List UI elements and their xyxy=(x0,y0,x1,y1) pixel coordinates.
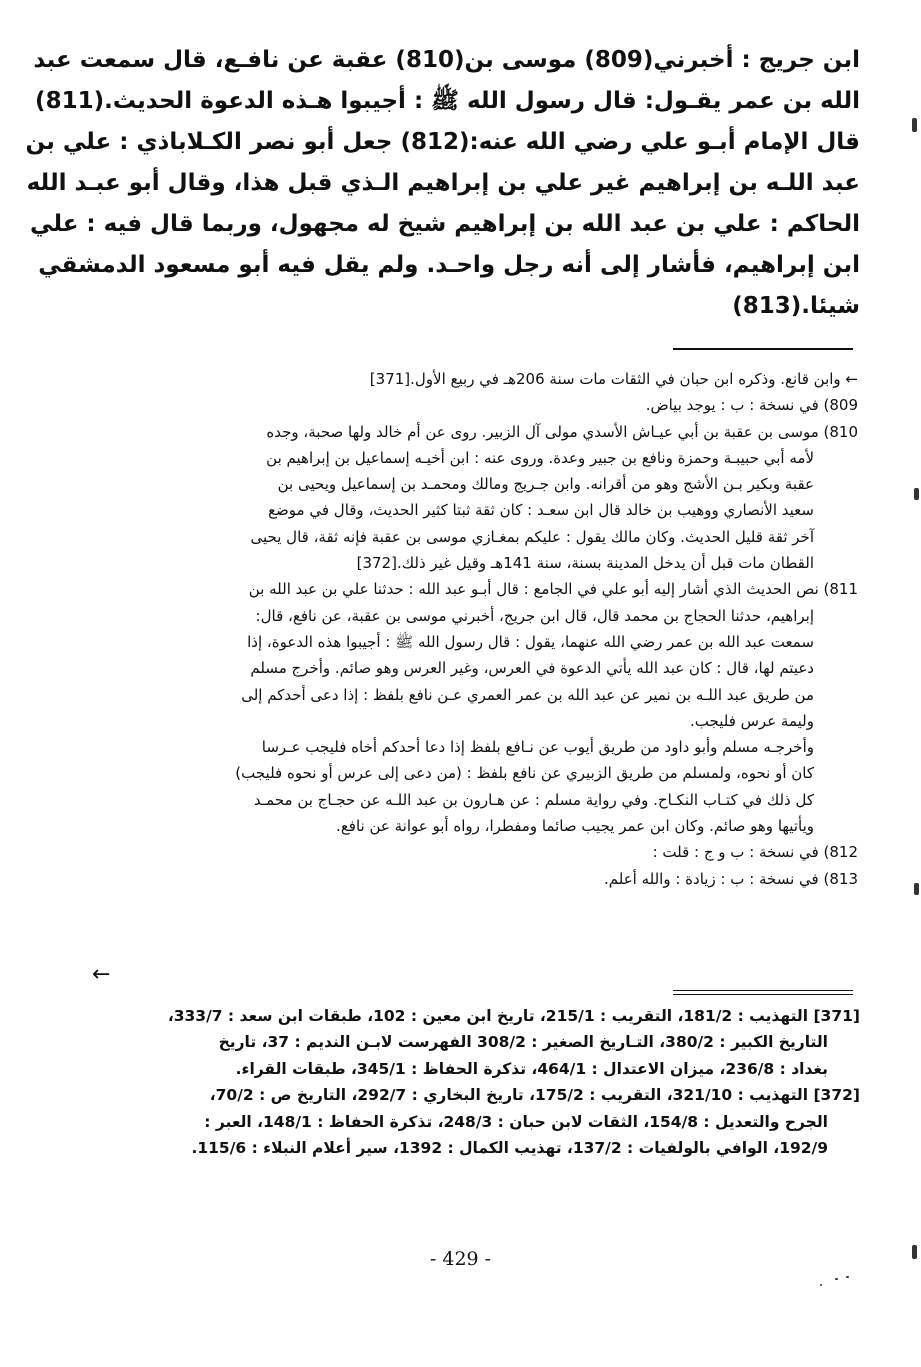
footnote-line: دعيتم لها، قال : كان عبد الله يأتي الدعوة في العرس، وغير العرس وهو صائم. وأخرج مسلم xyxy=(250,659,814,678)
footnote-divider xyxy=(673,348,853,350)
main-text xyxy=(25,40,860,327)
footnote-813 xyxy=(88,866,858,892)
scan-speck xyxy=(846,1276,849,1278)
footnote-line: 809) في نسخة : ب : يوجد بياض. xyxy=(645,396,858,415)
scan-speck xyxy=(835,1278,838,1280)
main-line: قال الإمام أبـو علي رضي الله عنه:(812) جعل أبو نصر الكـلاباذي : علي بن xyxy=(25,129,860,155)
footnote-line: آخر ثقة قليل الحديث. وكان مالك يقول : عليكم بمغـازي موسى بن عقبة فإنه ثقة، قال يحيى xyxy=(250,527,814,546)
reference-line: [371] التهذيب : 181/2، التقريب : 215/1، تاريخ ابن معين : 102، طبقات ابن سعد : 333/7، xyxy=(167,1007,860,1025)
continuation-arrow-icon: ← xyxy=(92,962,111,987)
footnote-line: 811) نص الحديث الذي أشار إليه أبو علي في الجامع : قال أبـو عبد الله : حدثنا علي بن عبد الله بن xyxy=(248,580,858,599)
footnote-line: 813) في نسخة : ب : زيادة : والله أعلم. xyxy=(604,869,858,888)
footnote-line: القطان مات قبل أن يدخل المدينة بسنة، سنة 141هـ وقيل غير ذلك.[372] xyxy=(356,554,814,573)
footnote-line: عقبة وبكير بـن الأشج وهو من أقرانه. وابن جـريج ومالك ومحمـد بن إسماعيل ويحيى بن xyxy=(277,475,814,494)
scan-speck xyxy=(912,118,917,132)
footnote-continuation xyxy=(88,366,858,392)
footnote-line: لأمه أبي حبيبـة وحمزة ونافع بن جبير وعدة. وروى عنه : ابن أخيـه إسماعيل بن إبراهيم بن xyxy=(266,448,814,467)
footnote-809 xyxy=(88,392,858,418)
footnote-811 xyxy=(88,576,858,839)
footnote-line: كان أو نحوه، ولمسلم من طريق الزبيري عن نافع بلفظ : (من دعى إلى عرس أو نحوه فليجب) xyxy=(235,764,814,783)
footnote-line: 812) في نسخة : ب و ج : قلت : xyxy=(652,843,858,862)
footnote-line: ← وابن قانع. وذكره ابن حبان في الثقات مات سنة 206هـ في ربيع الأول.[371] xyxy=(369,370,858,388)
footnote-line: وليمة عرس فليجب. xyxy=(690,711,814,730)
footnote-line: إبراهيم، حدثنا الحجاج بن محمد قال، قال ابن جريج، أخبرني موسى بن عقبة، عن نافع، قال: xyxy=(255,606,814,625)
footnote-line: ويأتيها وهو صائم. وكان ابن عمر يجيب صائما ومفطرا، رواه أبو عوانة عن نافع. xyxy=(336,817,814,836)
scan-speck xyxy=(914,883,919,895)
footnote-line: 810) موسى بن عقبة بن أبي عيـاش الأسدي مولى آل الزبير. روى عن أم خالد ولها صحبة، وجده xyxy=(266,422,858,441)
main-line: ابن إبراهيم، فأشار إلى أنه رجل واحـد. ولم يقل فيه أبو مسعود الدمشقي xyxy=(38,252,860,278)
reference-line: بغداد : 236/8، ميزان الاعتدال : 464/1، تذكرة الحفاظ : 345/1، طبقات القراء. xyxy=(235,1059,828,1078)
footnotes xyxy=(88,366,858,892)
reference-372 xyxy=(100,1082,860,1161)
main-line: الحاكم : علي بن عبد الله بن إبراهيم شيخ له مجهول، وربما قال فيه : علي xyxy=(30,211,860,237)
scan-speck xyxy=(912,1245,917,1259)
footnote-line: وأخرجـه مسلم وأبو داود من طريق أيوب عن نـافع بلفظ إذا دعا أحدكم أخاه فليجب عـرسا xyxy=(261,738,814,757)
references-divider xyxy=(673,990,853,995)
reference-line: [372] التهذيب : 321/10، التقريب : 175/2، تاريخ البخاري : 292/7، التاريخ ص : 70/2، xyxy=(209,1086,860,1105)
footnote-line: سمعت عبد الله بن عمر رضي الله عنهما، يقول : قال رسول الله ﷺ : أجيبوا هذه الدعوة، إذا xyxy=(247,632,814,651)
reference-371 xyxy=(100,1003,860,1082)
footnote-line: سعيد الأنصاري ووهيب بن خالد قال ابن سعـد : كان ثقة ثبتا كثير الحديث، وقال في موضع xyxy=(268,501,814,520)
reference-line: التاريخ الكبير : 380/2، التـاريخ الصغير : 308/2 الفهرست لابـن النديم : 37، تاريخ xyxy=(218,1033,828,1052)
footnote-812 xyxy=(88,839,858,865)
footnote-line: كل ذلك في كتـاب النكـاح. وفي رواية مسلم : عن هـارون بن عبد اللـه عن حجـاج بن محمـد xyxy=(253,790,814,809)
footnote-line: من طريق عبد اللـه بن نمير عن عبد الله بن عمر العمري عـن نافع بلفظ : إذا دعى أحدكم إلى xyxy=(241,685,814,704)
main-line: عبد اللـه بن إبراهيم غير علي بن إبراهيم الـذي قبل هذا، وقال أبو عبـد الله xyxy=(26,170,860,196)
main-line: شيئا.(813) xyxy=(732,293,860,319)
reference-line: الجرح والتعديل : 154/8، الثقات لابن حبان : 248/3، تذكرة الحفاظ : 148/1، العبر : xyxy=(204,1112,828,1131)
main-line: الله بن عمر يقـول: قال رسول الله ﷺ : أجيبوا هـذه الدعوة الحديث.(811) xyxy=(35,88,860,114)
main-line: ابن جريج : أخبرني(809) موسى بن(810) عقبة عن نافـع، قال سمعت عبد xyxy=(33,47,860,73)
scan-speck xyxy=(820,1284,822,1286)
references xyxy=(100,1003,860,1161)
reference-line: 192/9، الوافي بالولفيات : 137/2، تهذيب الكمال : 1392، سير أعلام النبلاء : 115/6. xyxy=(191,1139,828,1158)
scan-speck xyxy=(914,488,919,500)
page-number: - 429 - xyxy=(429,1248,492,1270)
footnote-810 xyxy=(88,419,858,577)
